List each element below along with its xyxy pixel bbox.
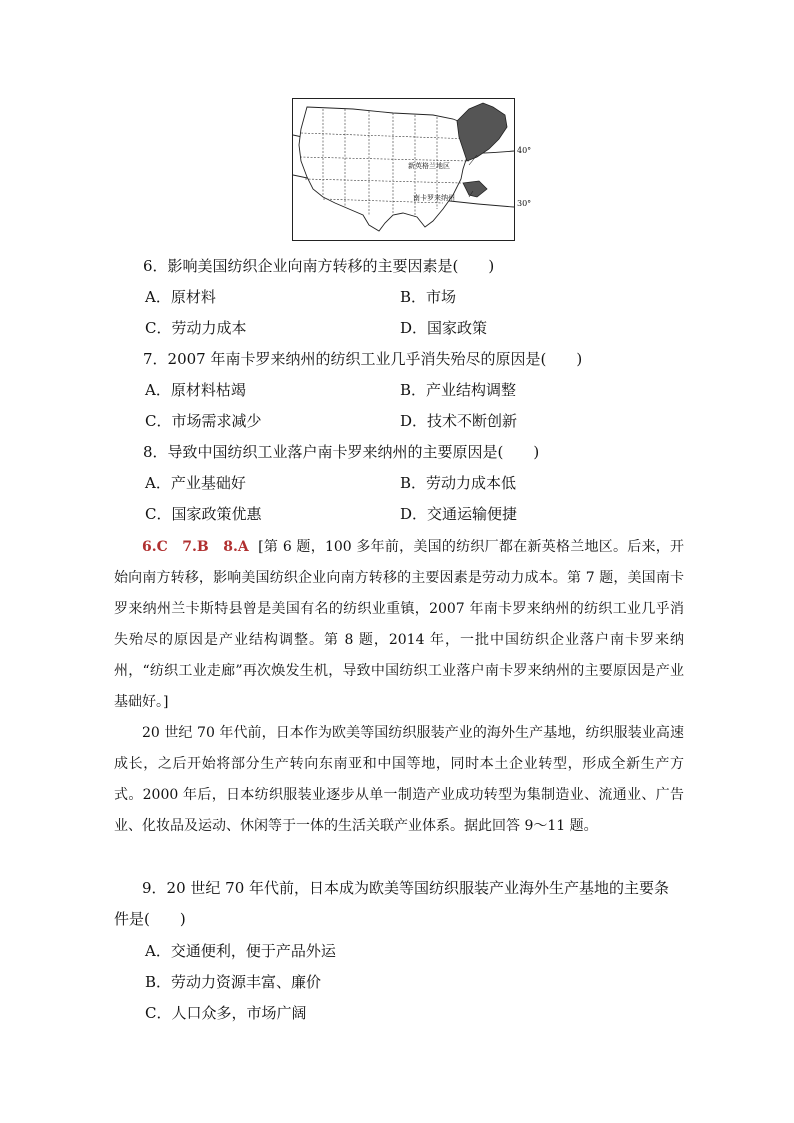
latitude-label-40: 40° — [517, 146, 532, 155]
answer-explanation — [114, 532, 684, 718]
q6-option-b: B．市场 — [400, 288, 457, 306]
us-map-drawing — [293, 99, 514, 240]
q7-option-c: C．市场需求减少 — [145, 412, 262, 430]
q8-option-d: D．交通运输便捷 — [400, 505, 518, 523]
question-7-stem: 7．2007 年南卡罗来纳州的纺织工业几乎消失殆尽的原因是( ) — [143, 350, 583, 368]
reading-passage: 20 世纪 70 年代前，日本作为欧美等国纺织服装产业的海外生产基地，纺织服装业高速成长，之后开始将部分生产转向东南亚和中国等地，同时本土企业转型，形成全新生产方式。2000 年后，日本纺织服装业逐步从单一制造产业成功转型为集制造业、流通业、广告业、化妆品及运动、休闲等于一体的生活关联产业体系。据此回答 9～11 题。 — [114, 725, 684, 834]
q6-option-a: A．原材料 — [145, 288, 216, 306]
q6-option-d: D．国家政策 — [400, 319, 488, 337]
q9-option-a: A．交通便利，便于产品外运 — [145, 942, 336, 960]
question-9-stem: 9．20 世纪 70 年代前，日本成为欧美等国纺织服装产业海外生产基地的主要条件是( ) — [114, 879, 670, 928]
q9-option-b: B．劳动力资源丰富、廉价 — [145, 973, 322, 991]
q7-option-a: A．原材料枯竭 — [145, 381, 246, 399]
us-map-figure — [292, 98, 532, 241]
latitude-label-30: 30° — [517, 199, 532, 208]
q7-option-d: D．技术不断创新 — [400, 412, 518, 430]
label-new-england: 新英格兰地区 — [408, 162, 450, 170]
answer-text: [第 6 题，100 多年前，美国的纺织厂都在新英格兰地区。后来，开始向南方转移，影响美国纺织企业向南方转移的主要因素是劳动力成本。第 7 题，美国南卡罗来纳州兰卡斯特县曾是美国有名的纺织业重镇，2007 年南卡罗来纳州的纺织工业几乎消失殆尽的原因是产业结构调整。第 8 题，2014 年，一批中国纺织企业落户南卡罗来纳州，“纺织工业走廊”再次焕发生机，导致中国纺织工业落户南卡罗来纳州的主要原因是产业基础好。] — [114, 539, 684, 710]
question-8-stem: 8．导致中国纺织工业落户南卡罗来纳州的主要原因是( ) — [143, 443, 540, 461]
q8-option-b: B．劳动力成本低 — [400, 474, 517, 492]
q6-option-c: C．劳动力成本 — [145, 319, 247, 337]
south-carolina-region — [463, 181, 487, 197]
q8-option-a: A．产业基础好 — [145, 474, 246, 492]
answer-keys: 6.C 7.B 8.A — [142, 539, 249, 555]
q9-option-c: C．人口众多，市场广阔 — [145, 1004, 307, 1022]
q7-option-b: B．产业结构调整 — [400, 381, 517, 399]
q8-option-c: C．国家政策优惠 — [145, 505, 262, 523]
label-south-carolina: 南卡罗来纳州 — [413, 194, 455, 202]
question-6-stem: 6．影响美国纺织企业向南方转移的主要因素是( ) — [143, 257, 495, 275]
